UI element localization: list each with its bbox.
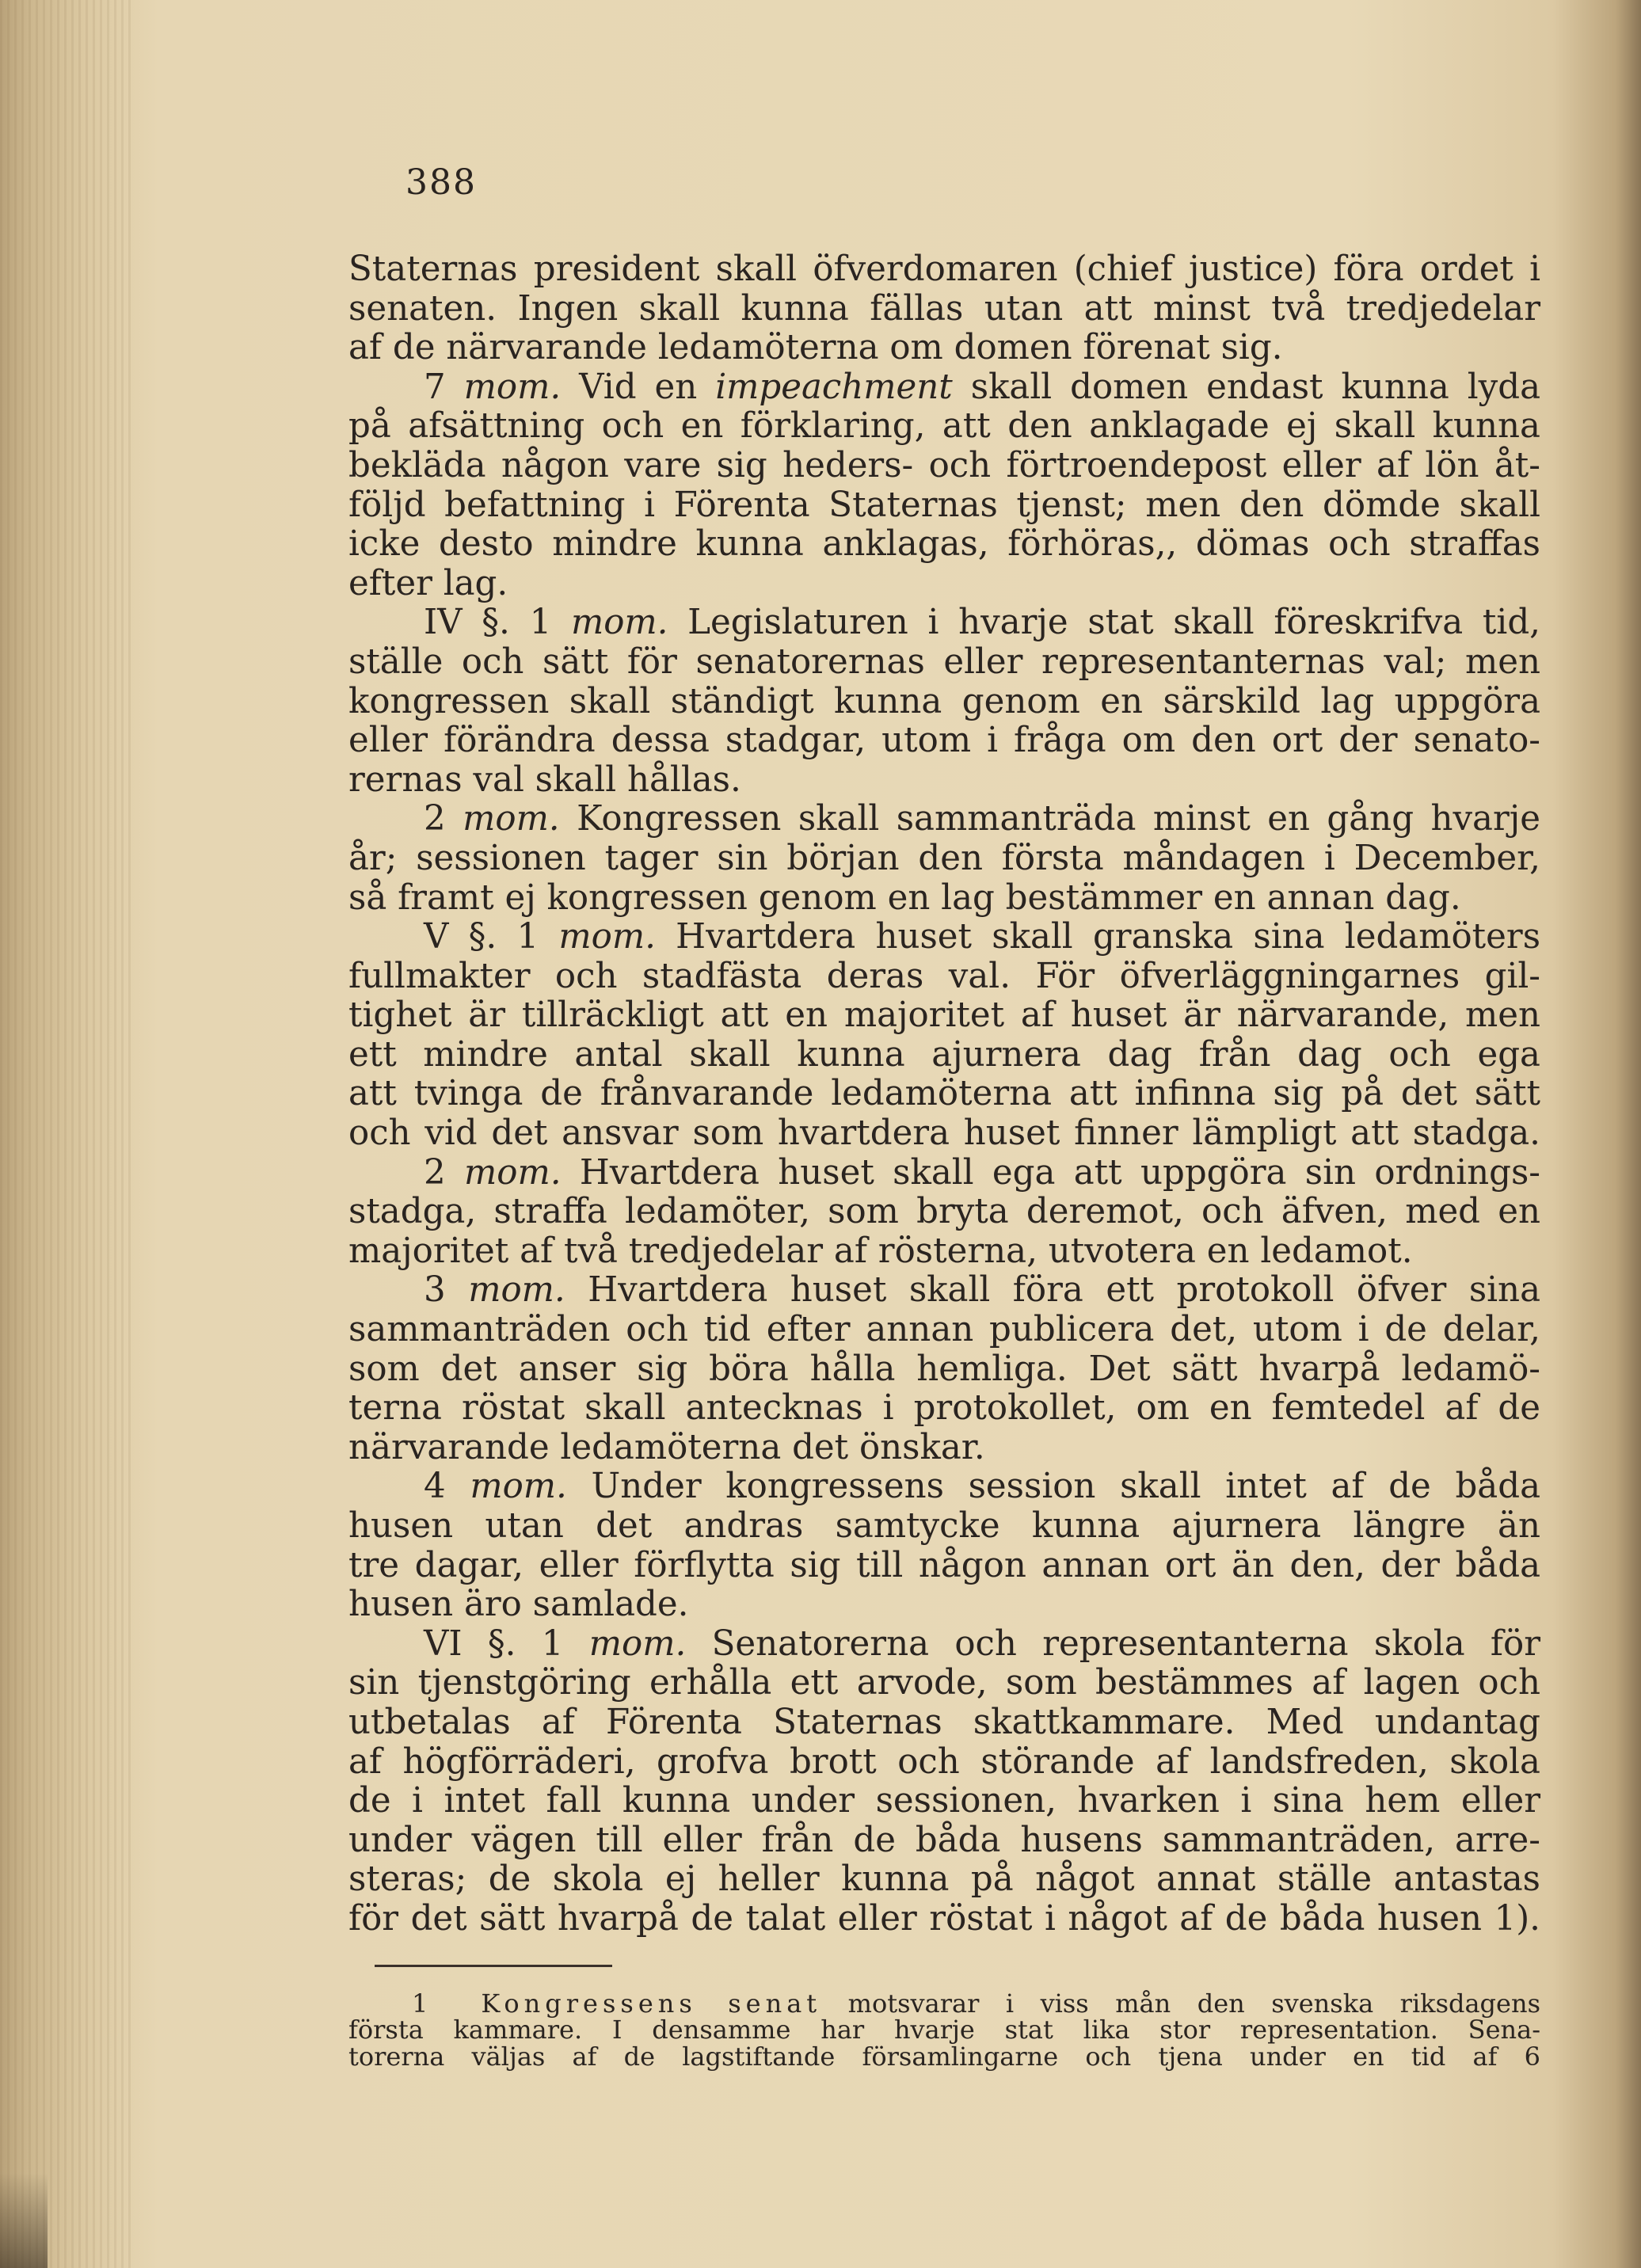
text-line: så framt ej kongressen genom en lag bestämmer en annan dag. [348,877,1461,918]
mom-number: 3 [424,1270,446,1311]
section-label: V §. 1 [424,917,539,957]
text-line: ställe och sätt för senatorernas eller representanternas val; men [348,641,1540,682]
text-line: Staternas president skall öfverdomaren (chief justice) föra ordet i [348,249,1540,289]
text-line: husen äro samlade. [348,1585,689,1625]
mom-label: mom. [558,917,656,957]
text-line: att tvinga de frånvarande ledamöterna att infinna sig på det sätt [348,1074,1540,1114]
text-fragment: Hvartdera huset skall ega att uppgöra sin ordnings- [579,1152,1540,1193]
italic-term: impeachment [715,367,953,407]
text-line: för det sätt hvarpå de talat eller röstat i något af de båda husen 1). [348,1898,1540,1939]
text-line: bekläda någon vare sig heders- och förtroendepost eller af lön åt- [348,445,1540,485]
footnote-divider [375,1965,612,1967]
text-line: 7 mom. Vid en impeachment skall domen endast kunna lyda [424,367,1541,407]
text-line: terna röstat skall antecknas i protokollet, om en femtedel af de [348,1388,1540,1429]
text-line: eller förändra dessa stadgar, utom i fråga om den ort der senato- [348,721,1540,761]
text-fragment: Hvartdera huset skall granska sina ledamöters [676,917,1541,957]
mom-label: mom. [570,603,668,643]
mom-label: mom. [463,367,562,407]
text-line: följd befattning i Förenta Staternas tjenst; men den dömde skall [348,485,1540,525]
text-line: som det anser sig böra hålla hemliga. Det sätt hvarpå ledamö- [348,1349,1540,1389]
text-line: ett mindre antal skall kunna ajurnera dag från dag och ega [348,1034,1540,1075]
mom-number: 7 [424,367,446,407]
section-label: IV §. 1 [424,603,552,643]
footnote-line: torerna väljas af de lagstiftande församlingarne och tjena under en tid af 6 [348,2041,1540,2072]
text-line [348,603,1540,643]
section-label: VI §. 1 [424,1623,564,1664]
text-line: af de närvarande ledamöterna om domen förenat sig. [348,328,1283,368]
text-line: stadga, straffa ledamöter, som bryta deremot, och äfven, med en [348,1192,1540,1232]
page-edge-shadow [0,2173,48,2268]
text-line: senaten. Ingen skall kunna fällas utan att minst två tredjedelar [348,288,1540,329]
text-line: tighet är tillräckligt att en majoritet af huset är närvarande, men [348,995,1540,1036]
text-line [348,800,1540,839]
text-line: husen utan det andras samtycke kunna ajurnera längre än [348,1506,1540,1546]
text-line [348,1467,1540,1507]
mom-label: mom. [464,1152,562,1193]
page-number: 388 [405,162,477,203]
mom-label: mom. [468,1270,565,1311]
mom-label: mom. [463,799,560,839]
text-line: utbetalas af Förenta Staternas skattkammare. Med undantag [348,1702,1540,1742]
mom-number: 2 [424,799,446,839]
text-fragment: skall domen endast kunna lyda [970,367,1541,407]
mom-label: mom. [470,1467,567,1507]
footnote-line [348,1988,1541,2019]
book-binding-shadow [0,0,135,2268]
text-line [348,1271,1540,1311]
text-fragment: Legislaturen i hvarje stat skall föreskrifva tid, [687,603,1540,643]
text-fragment: Under kongressens session skall intet af de båda [591,1467,1541,1507]
text-line [348,1154,1540,1193]
mom-number: 4 [424,1467,446,1507]
text-line: majoritet af två tredjedelar af rösterna, utvotera en ledamot. [348,1231,1413,1271]
footnote [348,1988,1541,2072]
text-line [348,918,1540,957]
text-line: steras; de skola ej heller kunna på något annat ställe antastas [348,1859,1540,1900]
text-fragment: Senatorerna och representanterna skola för [711,1623,1541,1664]
text-fragment: Hvartdera huset skall föra ett protokoll öfver sina [588,1270,1541,1311]
text-line: fullmakter och stadfästa deras val. För öfverläggningarnes gil- [348,956,1540,996]
text-line: kongressen skall ständigt kunna genom en särskild lag uppgöra [348,681,1540,721]
text-fragment: Kongressen skall sammanträda minst en gång hvarje [577,799,1541,839]
text-line: af högförräderi, grofva brott och störande af landsfreden, skola [348,1741,1540,1782]
mom-label: mom. [588,1623,687,1664]
body-text [348,250,1540,1939]
footnote-marker: 1 [412,1988,428,2019]
text-line: rernas val skall hållas. [348,759,741,800]
text-line [348,1625,1540,1665]
text-line: efter lag. [348,563,508,603]
text-line: och vid det ansvar som hvartdera huset finner lämpligt att stadga. [348,1113,1540,1154]
text-line: sin tjenstgöring erhålla ett arvode, som bestämmes af lagen och [348,1663,1540,1703]
footnote-line: första kammare. I densamme har hvarje stat lika stor representation. Sena- [348,2015,1540,2045]
text-line: icke desto mindre kunna anklagas, förhöras,, dömas och straffas [348,524,1540,565]
footnote-spaced-term: Kongressens senat [481,1988,822,2019]
text-line: tre dagar, eller förflytta sig till någon annan ort än den, der båda [348,1545,1540,1585]
text-line: år; sessionen tager sin början den första måndagen i December, [348,838,1540,878]
mom-number: 2 [424,1152,446,1193]
text-line: sammanträden och tid efter annan publicera det, utom i de delar, [348,1310,1540,1350]
footnote-text: motsvarar i viss mån den svenska riksdagens [847,1988,1541,2019]
page-content [348,162,1540,2070]
text-line: på afsättning och en förklaring, att den anklagade ej skall kunna [348,406,1540,447]
text-line: närvarande ledamöterna det önskar. [348,1427,985,1467]
text-line: de i intet fall kunna under sessionen, hvarken i sina hem eller [348,1781,1540,1821]
text-line: under vägen till eller från de båda husens sammanträden, arre- [348,1820,1540,1860]
